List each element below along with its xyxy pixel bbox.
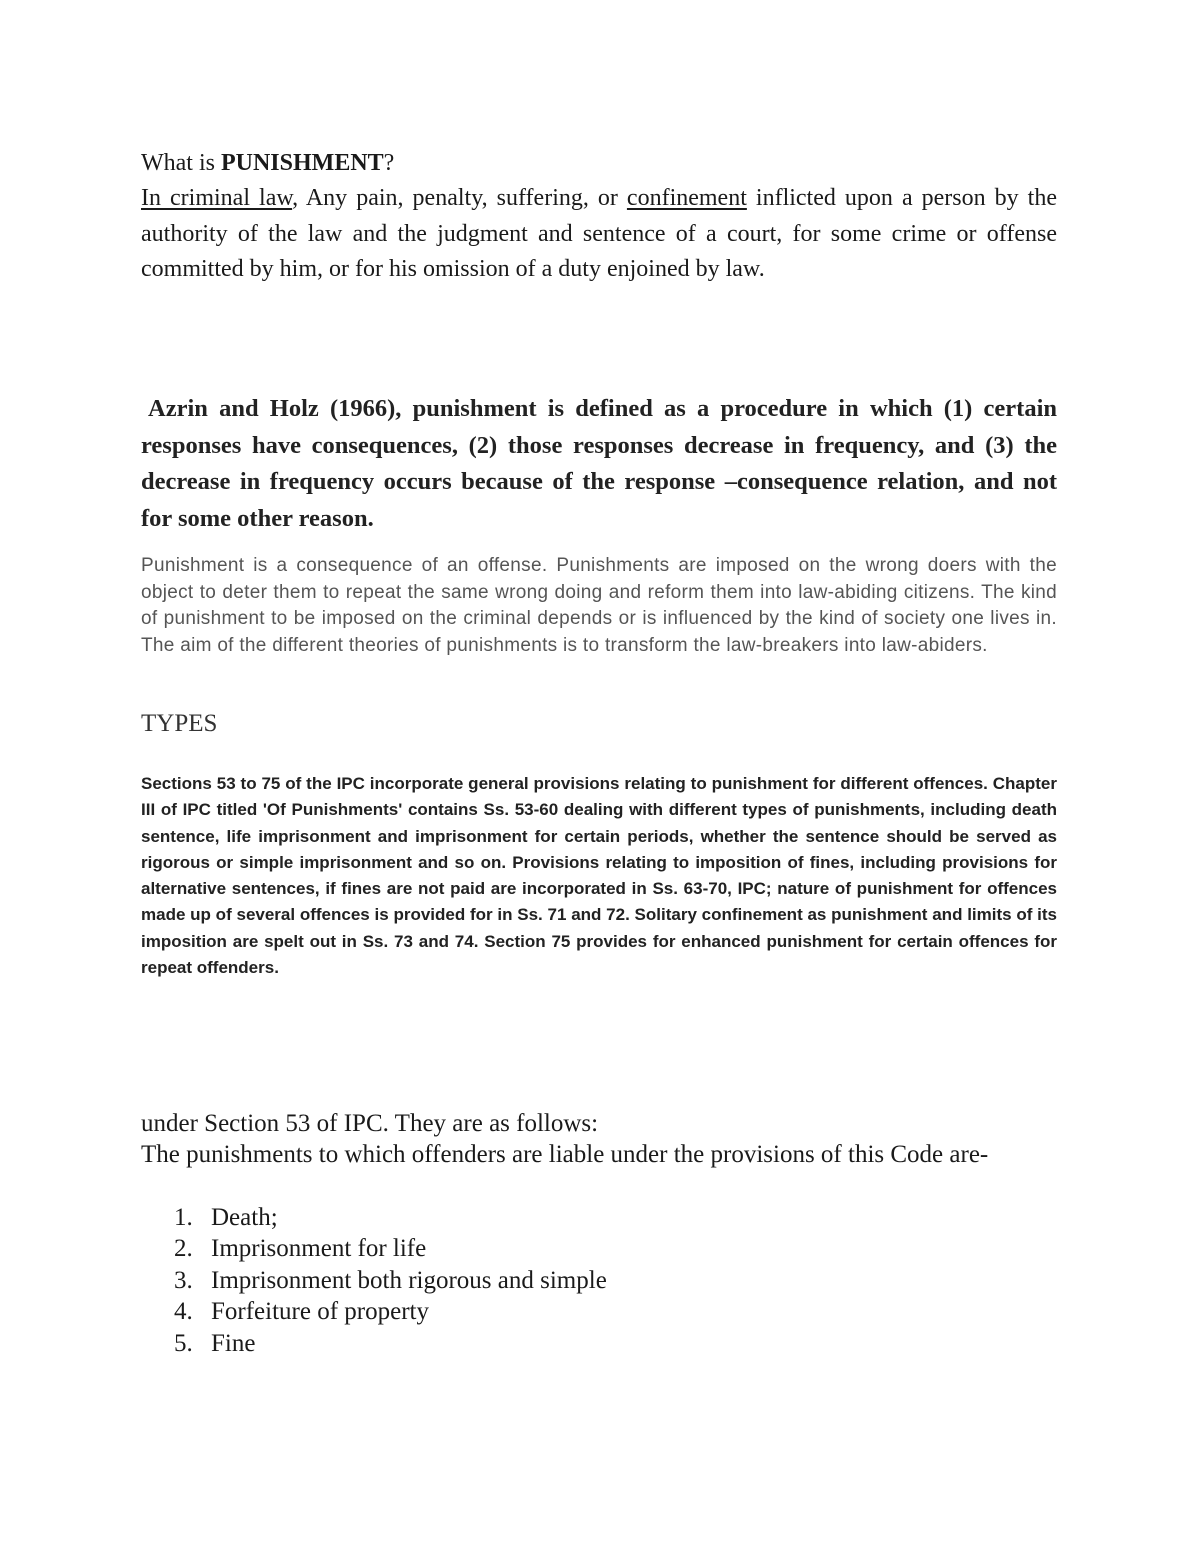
heading-suffix: ? — [383, 150, 395, 176]
ipc-sections-paragraph: Sections 53 to 75 of the IPC incorporate general provisions relating to punishment for different offences. Chapter III of IPC titled 'Of Punishments' contains Ss. 53-60 dealing with different types of punishments, including death sentence, life imprisonment and imprisonment for certain periods, whether the sentence should be served as rigorous or simple imprisonment and so on. Provisions relating to imposition of fines, including provisions for alternative sentences, if fines are not paid are incorporated in Ss. 63-70, IPC; nature of punishment for offences made up of several offences is provided for in Ss. 71 and 72. Solitary confinement as punishment and limits of its imposition are spelt out in Ss. 73 and 74. Section 75 provides for enhanced punishment for certain offences for repeat offenders. — [141, 774, 1057, 978]
criminal-law-definition — [141, 181, 1057, 288]
punishments-lead: The punishments to which offenders are liable under the provisions of this Code are- — [141, 1141, 989, 1168]
list-item — [174, 1233, 607, 1264]
list-number: 4. — [174, 1298, 193, 1326]
definition-text-b: inflicted upon a person by the authority of the law and the judgment and sentence of a court, for some crime or offense committed by him, or for his omission of a duty enjoined by law. — [141, 185, 1057, 282]
heading-bold-term: PUNISHMENT — [220, 150, 384, 176]
heading-prefix: What is — [141, 150, 221, 176]
list-item — [174, 1202, 607, 1233]
section-53-intro — [141, 1108, 1057, 1170]
consequence-paragraph: Punishment is a consequence of an offense. Punishments are imposed on the wrong doers with the object to deter them to repeat the same wrong doing and reform them into law-abiding citizens. The kind of punishment to be imposed on the criminal depends or is influenced by the kind of society one lives in. The aim of the different theories of punishments is to transform the law-breakers into law-abiders. — [141, 555, 1057, 656]
list-item — [174, 1328, 607, 1359]
list-number: 3. — [174, 1266, 193, 1294]
list-item — [174, 1265, 607, 1296]
list-text: Imprisonment for life — [211, 1235, 427, 1263]
list-number: 5. — [174, 1329, 193, 1357]
criminal-law-link[interactable]: In criminal law — [141, 185, 293, 211]
confinement-link[interactable]: confinement — [626, 185, 747, 211]
list-text: Imprisonment both rigorous and simple — [211, 1266, 607, 1294]
list-text: Death; — [211, 1204, 278, 1231]
azrin-holz-definition — [141, 391, 1057, 537]
list-number: 1. — [174, 1204, 193, 1231]
azrin-holz-text: Azrin and Holz (1966), punishment is defined as a procedure in which (1) certain responses have consequences, (2) those responses decrease in frequency, and (3) the decrease in frequency occurs because of the response –consequence relation, and not for some other reason. — [141, 395, 1057, 532]
list-text: Fine — [211, 1329, 256, 1357]
list-number: 2. — [174, 1235, 193, 1263]
punishment-list — [174, 1202, 607, 1359]
list-item — [174, 1296, 607, 1327]
section-53-line: under Section 53 of IPC. They are as follows: — [141, 1110, 599, 1137]
punishment-question-heading — [141, 146, 1057, 180]
types-heading: TYPES — [141, 710, 218, 737]
definition-text-a: , Any pain, penalty, suffering, or — [292, 185, 627, 211]
list-text: Forfeiture of property — [211, 1298, 429, 1326]
